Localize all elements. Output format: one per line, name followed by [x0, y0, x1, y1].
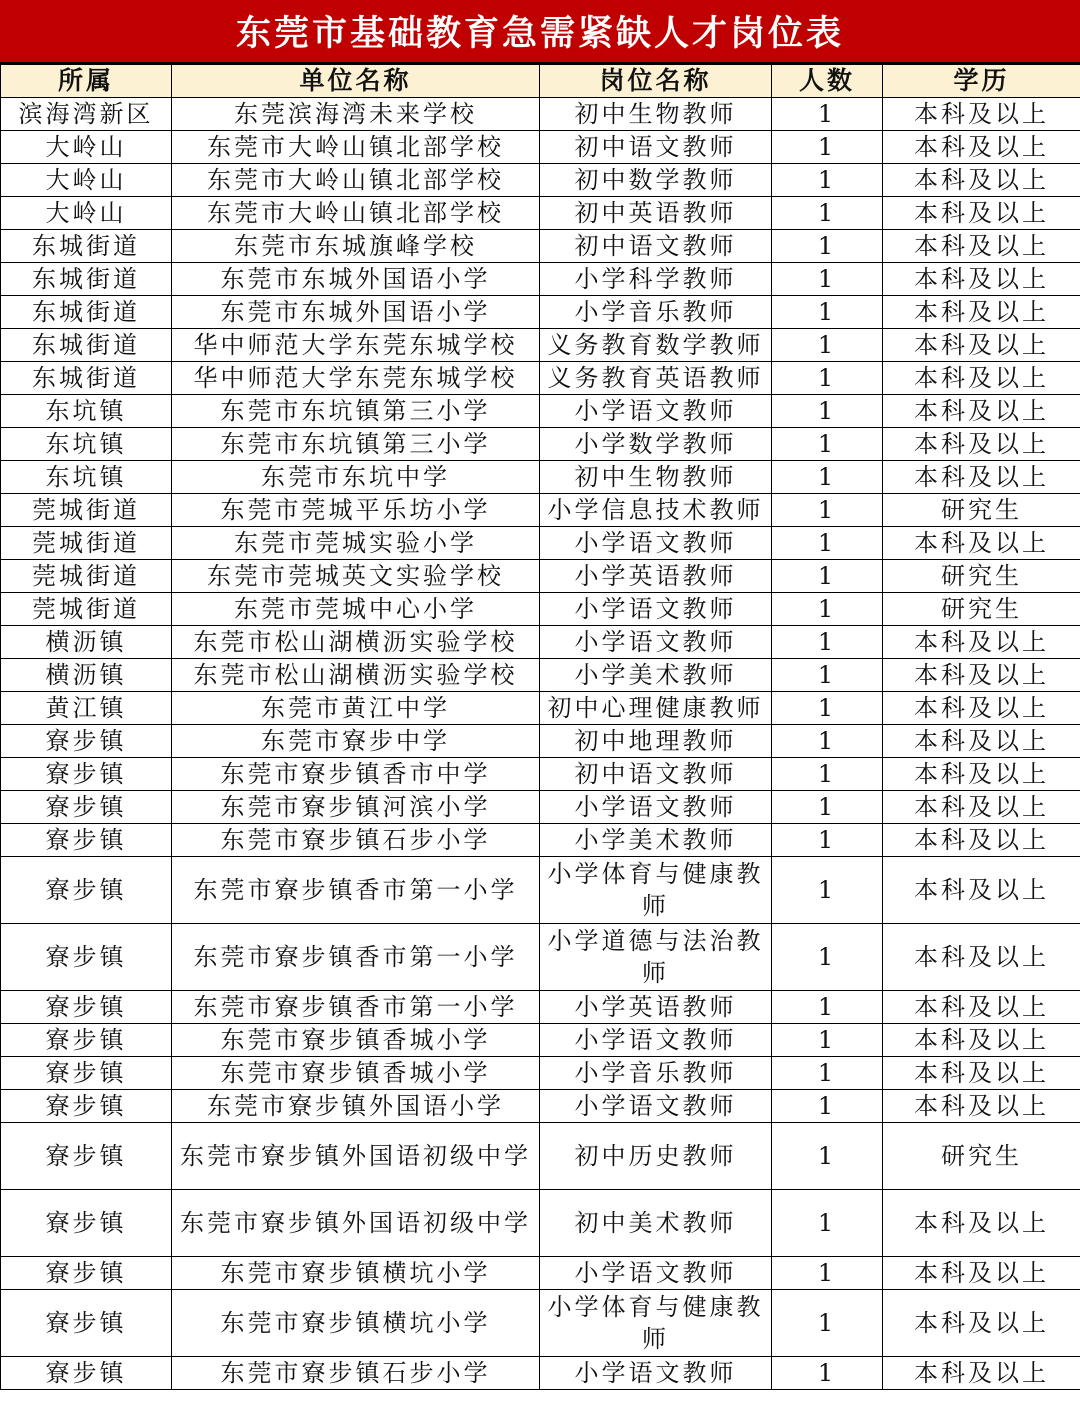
cell-post: 小学信息技术教师 — [540, 494, 772, 527]
cell-area: 寮步镇 — [1, 1190, 172, 1257]
table-row — [1, 1190, 1080, 1257]
cell-area: 东城街道 — [1, 263, 172, 296]
table-row — [1, 131, 1080, 164]
cell-area: 寮步镇 — [1, 725, 172, 758]
cell-post: 初中语文教师 — [540, 230, 772, 263]
cell-area: 滨海湾新区 — [1, 98, 172, 131]
table-row — [1, 1090, 1080, 1123]
table-row — [1, 725, 1080, 758]
table-row — [1, 626, 1080, 659]
table-row — [1, 659, 1080, 692]
table-row — [1, 1123, 1080, 1190]
cell-count: 1 — [772, 791, 883, 824]
cell-post: 小学语文教师 — [540, 1357, 772, 1390]
cell-post: 小学道德与法治教师 — [540, 924, 772, 991]
cell-education: 本科及以上 — [883, 98, 1080, 131]
cell-area: 大岭山 — [1, 164, 172, 197]
cell-education: 本科及以上 — [883, 659, 1080, 692]
cell-post: 初中英语教师 — [540, 197, 772, 230]
cell-education: 研究生 — [883, 560, 1080, 593]
table-row — [1, 527, 1080, 560]
cell-post: 初中心理健康教师 — [540, 692, 772, 725]
table-row — [1, 1357, 1080, 1390]
cell-education: 本科及以上 — [883, 1190, 1080, 1257]
cell-post: 小学语文教师 — [540, 527, 772, 560]
table-row — [1, 991, 1080, 1024]
header-unit: 单位名称 — [172, 65, 540, 98]
cell-education: 本科及以上 — [883, 857, 1080, 924]
cell-area: 东城街道 — [1, 362, 172, 395]
cell-post: 小学英语教师 — [540, 560, 772, 593]
cell-post: 义务教育数学教师 — [540, 329, 772, 362]
cell-count: 1 — [772, 131, 883, 164]
cell-count: 1 — [772, 659, 883, 692]
cell-education: 本科及以上 — [883, 1257, 1080, 1290]
cell-unit: 东莞市黄江中学 — [172, 692, 540, 725]
cell-unit: 华中师范大学东莞东城学校 — [172, 362, 540, 395]
table-row — [1, 924, 1080, 991]
cell-area: 横沥镇 — [1, 659, 172, 692]
cell-unit: 东莞市寮步镇横坑小学 — [172, 1257, 540, 1290]
cell-post: 小学数学教师 — [540, 428, 772, 461]
cell-count: 1 — [772, 1057, 883, 1090]
cell-education: 本科及以上 — [883, 626, 1080, 659]
cell-unit: 东莞市寮步镇横坑小学 — [172, 1290, 540, 1357]
cell-count: 1 — [772, 991, 883, 1024]
table-header-row — [1, 65, 1080, 98]
cell-area: 黄江镇 — [1, 692, 172, 725]
cell-education: 研究生 — [883, 593, 1080, 626]
cell-post: 小学美术教师 — [540, 659, 772, 692]
cell-education: 本科及以上 — [883, 991, 1080, 1024]
table-row — [1, 1024, 1080, 1057]
header-area: 所属 — [1, 65, 172, 98]
cell-post: 小学语文教师 — [540, 626, 772, 659]
cell-unit: 东莞市东城外国语小学 — [172, 263, 540, 296]
cell-unit: 东莞市大岭山镇北部学校 — [172, 164, 540, 197]
cell-count: 1 — [772, 98, 883, 131]
cell-count: 1 — [772, 1257, 883, 1290]
table-row — [1, 692, 1080, 725]
cell-area: 东坑镇 — [1, 428, 172, 461]
cell-post: 小学体育与健康教师 — [540, 857, 772, 924]
cell-area: 东坑镇 — [1, 395, 172, 428]
cell-education: 本科及以上 — [883, 824, 1080, 857]
cell-count: 1 — [772, 626, 883, 659]
cell-area: 寮步镇 — [1, 1090, 172, 1123]
cell-post: 小学美术教师 — [540, 824, 772, 857]
cell-area: 寮步镇 — [1, 1357, 172, 1390]
cell-unit: 东莞市寮步镇石步小学 — [172, 1357, 540, 1390]
cell-area: 寮步镇 — [1, 791, 172, 824]
cell-area: 东坑镇 — [1, 461, 172, 494]
cell-count: 1 — [772, 1190, 883, 1257]
cell-unit: 东莞市松山湖横沥实验学校 — [172, 659, 540, 692]
cell-education: 本科及以上 — [883, 263, 1080, 296]
cell-unit: 东莞市寮步镇外国语小学 — [172, 1090, 540, 1123]
cell-education: 本科及以上 — [883, 461, 1080, 494]
cell-education: 本科及以上 — [883, 791, 1080, 824]
cell-unit: 东莞市松山湖横沥实验学校 — [172, 626, 540, 659]
cell-education: 本科及以上 — [883, 1290, 1080, 1357]
cell-post: 小学体育与健康教师 — [540, 1290, 772, 1357]
cell-count: 1 — [772, 692, 883, 725]
cell-count: 1 — [772, 527, 883, 560]
cell-education: 研究生 — [883, 494, 1080, 527]
cell-area: 寮步镇 — [1, 1123, 172, 1190]
cell-education: 本科及以上 — [883, 527, 1080, 560]
cell-post: 小学科学教师 — [540, 263, 772, 296]
cell-education: 本科及以上 — [883, 230, 1080, 263]
cell-area: 大岭山 — [1, 131, 172, 164]
table-row — [1, 296, 1080, 329]
table-row — [1, 230, 1080, 263]
cell-post: 初中历史教师 — [540, 1123, 772, 1190]
cell-count: 1 — [772, 230, 883, 263]
cell-count: 1 — [772, 560, 883, 593]
cell-unit: 华中师范大学东莞东城学校 — [172, 329, 540, 362]
cell-count: 1 — [772, 263, 883, 296]
cell-count: 1 — [772, 824, 883, 857]
header-education: 学历 — [883, 65, 1080, 98]
table-row — [1, 362, 1080, 395]
cell-post: 初中生物教师 — [540, 461, 772, 494]
table-row — [1, 1257, 1080, 1290]
cell-post: 初中地理教师 — [540, 725, 772, 758]
cell-area: 寮步镇 — [1, 1290, 172, 1357]
cell-post: 小学语文教师 — [540, 791, 772, 824]
cell-area: 莞城街道 — [1, 494, 172, 527]
cell-education: 本科及以上 — [883, 395, 1080, 428]
cell-education: 本科及以上 — [883, 1357, 1080, 1390]
cell-area: 莞城街道 — [1, 560, 172, 593]
cell-education: 本科及以上 — [883, 296, 1080, 329]
cell-unit: 东莞市寮步镇香市中学 — [172, 758, 540, 791]
table-row — [1, 197, 1080, 230]
cell-unit: 东莞市寮步镇香城小学 — [172, 1057, 540, 1090]
cell-unit: 东莞市东坑镇第三小学 — [172, 395, 540, 428]
cell-unit: 东莞市寮步镇香市第一小学 — [172, 924, 540, 991]
cell-count: 1 — [772, 197, 883, 230]
cell-count: 1 — [772, 857, 883, 924]
cell-count: 1 — [772, 1357, 883, 1390]
cell-unit: 东莞市大岭山镇北部学校 — [172, 131, 540, 164]
cell-area: 寮步镇 — [1, 991, 172, 1024]
cell-area: 寮步镇 — [1, 824, 172, 857]
cell-unit: 东莞市莞城英文实验学校 — [172, 560, 540, 593]
table-row — [1, 461, 1080, 494]
cell-area: 横沥镇 — [1, 626, 172, 659]
cell-area: 莞城街道 — [1, 527, 172, 560]
cell-count: 1 — [772, 329, 883, 362]
cell-post: 小学语文教师 — [540, 1024, 772, 1057]
header-count: 人数 — [772, 65, 883, 98]
table-row — [1, 263, 1080, 296]
cell-area: 大岭山 — [1, 197, 172, 230]
cell-unit: 东莞市东城外国语小学 — [172, 296, 540, 329]
cell-post: 小学英语教师 — [540, 991, 772, 1024]
cell-area: 寮步镇 — [1, 924, 172, 991]
cell-education: 本科及以上 — [883, 692, 1080, 725]
cell-unit: 东莞市寮步镇河滨小学 — [172, 791, 540, 824]
cell-post: 小学语文教师 — [540, 593, 772, 626]
table-body — [1, 98, 1080, 1390]
table-row — [1, 98, 1080, 131]
cell-count: 1 — [772, 362, 883, 395]
cell-post: 小学语文教师 — [540, 1257, 772, 1290]
cell-count: 1 — [772, 428, 883, 461]
table-row — [1, 560, 1080, 593]
cell-area: 莞城街道 — [1, 593, 172, 626]
cell-post: 初中数学教师 — [540, 164, 772, 197]
cell-count: 1 — [772, 395, 883, 428]
cell-unit: 东莞市寮步镇外国语初级中学 — [172, 1190, 540, 1257]
cell-count: 1 — [772, 1090, 883, 1123]
cell-unit: 东莞市莞城平乐坊小学 — [172, 494, 540, 527]
cell-area: 东城街道 — [1, 329, 172, 362]
cell-education: 本科及以上 — [883, 131, 1080, 164]
cell-count: 1 — [772, 924, 883, 991]
cell-education: 本科及以上 — [883, 428, 1080, 461]
cell-education: 本科及以上 — [883, 329, 1080, 362]
table-row — [1, 1290, 1080, 1357]
table-row — [1, 857, 1080, 924]
cell-unit: 东莞市东坑中学 — [172, 461, 540, 494]
cell-post: 初中语文教师 — [540, 758, 772, 791]
header-post: 岗位名称 — [540, 65, 772, 98]
cell-unit: 东莞市东坑镇第三小学 — [172, 428, 540, 461]
cell-unit: 东莞市寮步镇香市第一小学 — [172, 857, 540, 924]
cell-education: 研究生 — [883, 1123, 1080, 1190]
cell-area: 寮步镇 — [1, 1024, 172, 1057]
cell-unit: 东莞市寮步中学 — [172, 725, 540, 758]
cell-count: 1 — [772, 164, 883, 197]
table-row — [1, 758, 1080, 791]
cell-area: 东城街道 — [1, 230, 172, 263]
cell-post: 小学音乐教师 — [540, 296, 772, 329]
cell-unit: 东莞市大岭山镇北部学校 — [172, 197, 540, 230]
cell-education: 本科及以上 — [883, 924, 1080, 991]
table-row — [1, 494, 1080, 527]
cell-unit: 东莞市寮步镇香城小学 — [172, 1024, 540, 1057]
cell-education: 本科及以上 — [883, 197, 1080, 230]
cell-count: 1 — [772, 1123, 883, 1190]
positions-table — [0, 64, 1080, 1390]
cell-unit: 东莞市莞城实验小学 — [172, 527, 540, 560]
table-row — [1, 824, 1080, 857]
cell-count: 1 — [772, 725, 883, 758]
cell-unit: 东莞市东城旗峰学校 — [172, 230, 540, 263]
cell-unit: 东莞市莞城中心小学 — [172, 593, 540, 626]
cell-area: 寮步镇 — [1, 1257, 172, 1290]
cell-unit: 东莞滨海湾未来学校 — [172, 98, 540, 131]
cell-count: 1 — [772, 1290, 883, 1357]
cell-education: 本科及以上 — [883, 725, 1080, 758]
cell-area: 东城街道 — [1, 296, 172, 329]
table-row — [1, 791, 1080, 824]
table-row — [1, 1057, 1080, 1090]
cell-post: 小学音乐教师 — [540, 1057, 772, 1090]
page-title: 东莞市基础教育急需紧缺人才岗位表 — [0, 0, 1080, 64]
cell-area: 寮步镇 — [1, 758, 172, 791]
table-row — [1, 593, 1080, 626]
cell-area: 寮步镇 — [1, 857, 172, 924]
cell-unit: 东莞市寮步镇石步小学 — [172, 824, 540, 857]
cell-post: 义务教育英语教师 — [540, 362, 772, 395]
cell-education: 本科及以上 — [883, 758, 1080, 791]
cell-count: 1 — [772, 1024, 883, 1057]
cell-unit: 东莞市寮步镇外国语初级中学 — [172, 1123, 540, 1190]
cell-unit: 东莞市寮步镇香市第一小学 — [172, 991, 540, 1024]
cell-education: 本科及以上 — [883, 164, 1080, 197]
cell-education: 本科及以上 — [883, 1024, 1080, 1057]
cell-count: 1 — [772, 494, 883, 527]
cell-count: 1 — [772, 758, 883, 791]
cell-count: 1 — [772, 296, 883, 329]
table-row — [1, 395, 1080, 428]
cell-education: 本科及以上 — [883, 362, 1080, 395]
cell-post: 初中语文教师 — [540, 131, 772, 164]
table-row — [1, 428, 1080, 461]
cell-post: 初中美术教师 — [540, 1190, 772, 1257]
table-row — [1, 329, 1080, 362]
cell-post: 小学语文教师 — [540, 1090, 772, 1123]
table-row — [1, 164, 1080, 197]
cell-count: 1 — [772, 593, 883, 626]
cell-education: 本科及以上 — [883, 1090, 1080, 1123]
cell-post: 初中生物教师 — [540, 98, 772, 131]
cell-post: 小学语文教师 — [540, 395, 772, 428]
cell-area: 寮步镇 — [1, 1057, 172, 1090]
cell-count: 1 — [772, 461, 883, 494]
cell-education: 本科及以上 — [883, 1057, 1080, 1090]
